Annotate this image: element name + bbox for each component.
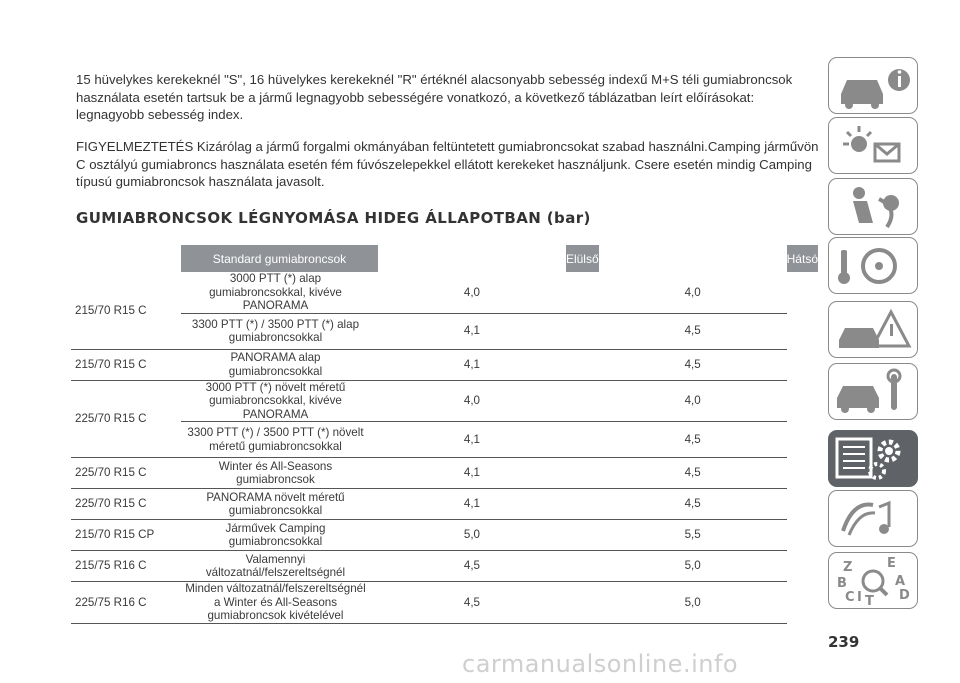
front-pressure-cell: 4,1: [378, 489, 566, 520]
table-header-row: [71, 245, 818, 272]
front-pressure-cell: 4,5: [378, 582, 566, 624]
table-body: [71, 272, 818, 623]
front-pressure-cell: 4,1: [378, 349, 566, 380]
warning-car-icon: [829, 302, 917, 357]
column-gap: [566, 458, 599, 489]
front-pressure-cell: 4,0: [378, 272, 566, 313]
header-rear: Hátsó: [787, 245, 818, 272]
tire-size-cell: 225/75 R16 C: [71, 582, 181, 624]
column-gap: [370, 582, 378, 624]
index-letter: Z: [843, 560, 853, 575]
condition-cell: Járművek Camping gumiabroncsokkal: [181, 520, 370, 551]
rear-pressure-cell: 4,5: [599, 313, 787, 349]
table-row: [71, 272, 818, 313]
index-letter: D: [899, 588, 910, 603]
table-row: [71, 458, 818, 489]
index-letter: A: [895, 574, 906, 589]
tire-pressure-table: [71, 245, 818, 624]
rear-pressure-cell: 4,5: [599, 349, 787, 380]
watermark-text: carmanualsonline.info: [462, 650, 739, 678]
airbag-safety-icon: [829, 179, 917, 234]
index-letter: I: [857, 590, 862, 605]
table-row: [71, 349, 818, 380]
steering-key-icon: [829, 238, 917, 293]
column-gap: [370, 520, 378, 551]
column-gap: [566, 272, 599, 313]
table-row: [71, 551, 818, 582]
rear-pressure-cell: 4,5: [599, 489, 787, 520]
sidebar-tab-6[interactable]: [828, 363, 918, 420]
column-gap: [566, 551, 599, 582]
rear-pressure-cell: 5,5: [599, 520, 787, 551]
column-gap: [370, 313, 378, 349]
table-row: [71, 313, 818, 349]
sidebar-tab-1[interactable]: [828, 57, 918, 114]
sidebar-tab-8[interactable]: [828, 490, 918, 547]
front-pressure-cell: 5,0: [378, 520, 566, 551]
rear-pressure-cell: 4,5: [599, 422, 787, 458]
rear-pressure-cell: 4,0: [599, 380, 787, 422]
sidebar-tab-2[interactable]: [828, 117, 918, 174]
warning-paragraph: FIGYELMEZTETÉS Kizárólag a jármű forgalmi okmányában feltüntetett gumiabroncsokat szabad használni.Camping járművön C osztályú gumiabroncs használata esetén fém fúvószelepekkel ellátott kerekeket használjunk. Csere esetén mindig Camping típusú gumiabroncsok használata javasolt.: [76, 139, 819, 189]
header-standard: Standard gumiabroncsok: [181, 245, 378, 272]
condition-cell: PANORAMA alap gumiabroncsokkal: [181, 349, 370, 380]
tire-size-cell: 215/70 R15 C: [71, 272, 181, 349]
index-alphabet-icon: [829, 553, 917, 608]
sidebar-tab-4[interactable]: [828, 237, 918, 294]
multimedia-icon: [829, 491, 917, 546]
tire-size-cell: 225/70 R15 C: [71, 380, 181, 458]
column-gap: [566, 349, 599, 380]
tire-size-cell: 225/70 R15 C: [71, 489, 181, 520]
column-gap: [370, 551, 378, 582]
tire-size-cell: 215/75 R16 C: [71, 551, 181, 582]
index-letter: B: [837, 576, 847, 591]
condition-cell: PANORAMA növelt méretű gumiabroncsokkal: [181, 489, 370, 520]
front-pressure-cell: 4,5: [378, 551, 566, 582]
column-gap: [566, 380, 599, 422]
column-gap: [566, 582, 599, 624]
condition-cell: Winter és All-Seasons gumiabroncsok: [181, 458, 370, 489]
table-row: [71, 582, 818, 624]
condition-cell: 3300 PTT (*) / 3500 PTT (*) alap gumiabroncsokkal: [181, 313, 370, 349]
table-row: [71, 520, 818, 551]
front-pressure-cell: 4,1: [378, 313, 566, 349]
sidebar-tab-3[interactable]: [828, 178, 918, 235]
condition-cell: 3300 PTT (*) / 3500 PTT (*) növelt méretű gumiabroncsokkal: [181, 422, 370, 458]
column-gap: [370, 422, 378, 458]
condition-cell: 3000 PTT (*) növelt méretű gumiabroncsokkal, kivéve PANORAMA: [181, 380, 370, 422]
column-gap: [566, 520, 599, 551]
index-letter: C: [845, 590, 855, 605]
column-gap: [370, 380, 378, 422]
column-gap: [370, 272, 378, 313]
dashboard-lights-icon: [829, 118, 917, 173]
table-row: [71, 422, 818, 458]
rear-pressure-cell: 5,0: [599, 551, 787, 582]
sidebar-tab-7[interactable]: [828, 430, 918, 487]
page-number: 239: [828, 633, 860, 651]
condition-cell: Minden változatnál/felszereltségnél a Winter és All-Seasons gumiabroncsok kivételével: [181, 582, 370, 624]
tire-size-cell: 215/70 R15 C: [71, 349, 181, 380]
column-gap: [566, 313, 599, 349]
rear-pressure-cell: 5,0: [599, 582, 787, 624]
header-front: Elülső: [566, 245, 599, 272]
column-gap: [370, 458, 378, 489]
section-heading: GUMIABRONCSOK LÉGNYOMÁSA HIDEG ÁLLAPOTBAN (bar): [76, 209, 591, 227]
car-info-icon: [829, 58, 917, 113]
front-pressure-cell: 4,1: [378, 422, 566, 458]
column-gap: [370, 489, 378, 520]
tire-size-cell: 225/70 R15 C: [71, 458, 181, 489]
rear-pressure-cell: 4,5: [599, 458, 787, 489]
column-gap: [566, 489, 599, 520]
tire-size-cell: 215/70 R15 CP: [71, 520, 181, 551]
index-letter: T: [865, 594, 874, 608]
sidebar-tab-5[interactable]: [828, 301, 918, 358]
condition-cell: Valamennyi változatnál/felszereltségnél: [181, 551, 370, 582]
rear-pressure-cell: 4,0: [599, 272, 787, 313]
intro-paragraph: 15 hüvelykes kerekeknél "S", 16 hüvelykes kerekeknél "R" értéknél alacsonyabb sebesség indexű M+S téli gumiabroncsok használata esetén tartsuk be a jármű legnagyobb sebességére vonatkozó, a következő táblázatban leírt előírásokat: legnagyobb sebesség index.: [76, 72, 793, 122]
front-pressure-cell: 4,0: [378, 380, 566, 422]
column-gap: [370, 349, 378, 380]
index-letter: E: [887, 556, 896, 571]
sidebar-tab-9[interactable]: [828, 552, 918, 609]
car-service-icon: [829, 364, 917, 419]
condition-cell: 3000 PTT (*) alap gumiabroncsokkal, kivéve PANORAMA: [181, 272, 370, 313]
column-gap: [566, 422, 599, 458]
table-row: [71, 380, 818, 422]
front-pressure-cell: 4,1: [378, 458, 566, 489]
technical-data-icon: [829, 431, 917, 486]
table-row: [71, 489, 818, 520]
